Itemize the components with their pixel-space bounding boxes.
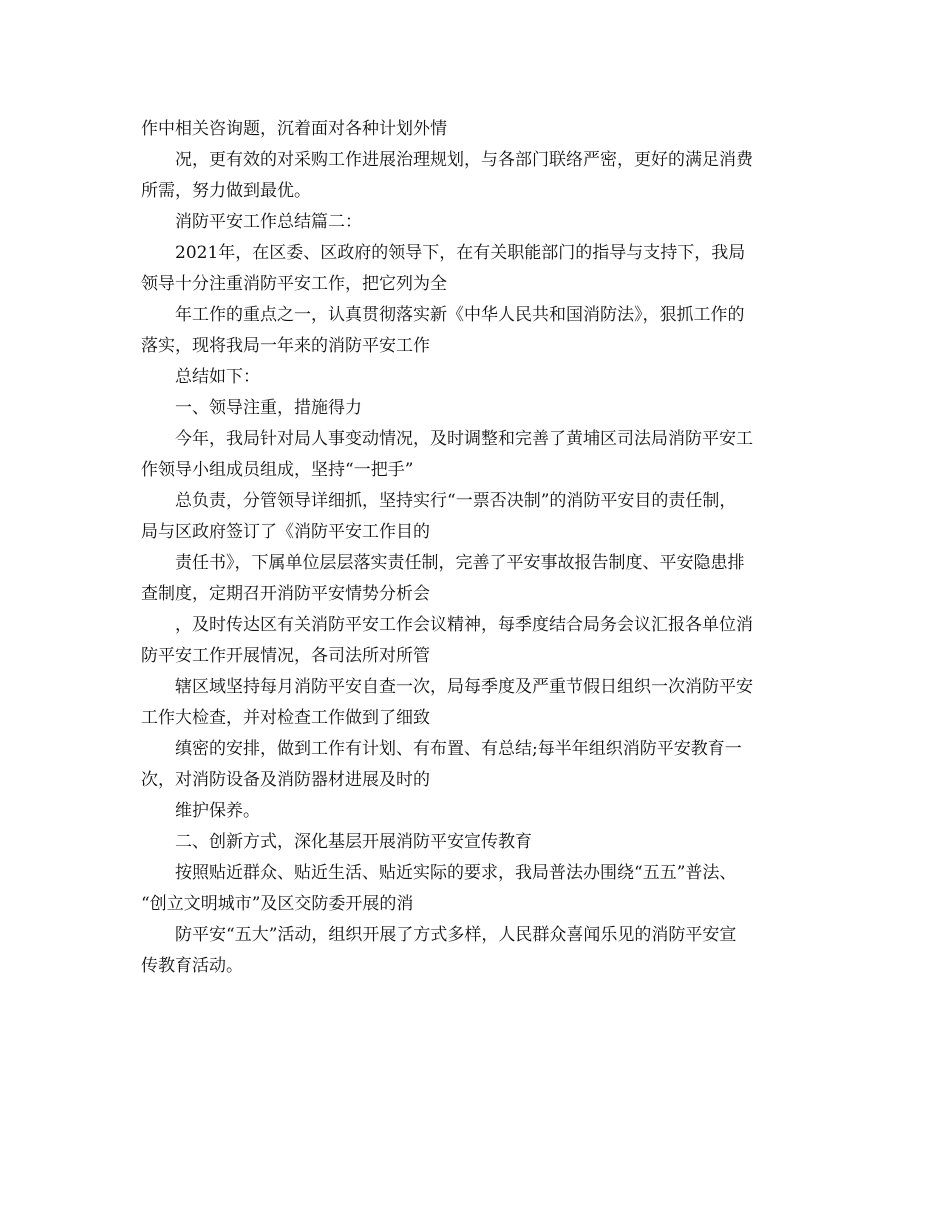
text-line: 作领导小组成员组成，坚持“一把手” xyxy=(141,460,414,480)
text-line: 今年，我局针对局人事变动情况，及时调整和完善了黄埔区司法局消防平安工 xyxy=(175,429,753,449)
text-line: 责任书》，下属单位层层落实责任制，完善了平安事故报告制度、平安隐患排 xyxy=(175,553,745,573)
text-line: 传教育活动。 xyxy=(141,956,243,976)
text-line: 防平安工作开展情况，各司法所对所管 xyxy=(141,646,430,666)
text-line: 工作大检查，并对检查工作做到了细致 xyxy=(141,708,430,728)
text-line: “创立文明城市”及区交防委开展的消 xyxy=(141,894,414,914)
text-line: 二、创新方式，深化基层开展消防平安宣传教育 xyxy=(175,832,532,852)
text-line: 年工作的重点之一，认真贯彻落实新《中华人民共和国消防法》，狠抓工作的 xyxy=(175,305,745,325)
text-line: 所需，努力做到最优。 xyxy=(141,181,311,201)
text-line: 按照贴近群众、贴近生活、贴近实际的要求，我局普法办围绕“五五”普法、 xyxy=(175,863,737,883)
document-body xyxy=(141,114,813,982)
text-line: 领导十分注重消防平安工作，把它列为全 xyxy=(141,274,447,294)
text-line: 一、领导注重，措施得力 xyxy=(175,398,362,418)
text-line: 况，更有效的对采购工作进展治理规划，与各部门联络严密，更好的满足消费 xyxy=(175,150,753,170)
text-line: 作中相关咨询题，沉着面对各种计划外情 xyxy=(141,119,447,139)
text-line: 查制度，定期召开消防平安情势分析会 xyxy=(141,584,430,604)
text-line: 防平安“五大”活动，组织开展了方式多样，人民群众喜闻乐见的消防平安宣 xyxy=(175,925,737,945)
text-line: ，及时传达区有关消防平安工作会议精神，每季度结合局务会议汇报各单位消 xyxy=(175,615,753,635)
text-line: 辖区域坚持每月消防平安自查一次，局每季度及严重节假日组织一次消防平安 xyxy=(175,677,753,697)
text-line: 总负责，分管领导详细抓，坚持实行“一票否决制”的消防平安目的责任制， xyxy=(175,491,737,511)
text-line: 局与区政府签订了《消防平安工作目的 xyxy=(141,522,430,542)
text-line: 2021年，在区委、区政府的领导下，在有关职能部门的指导与支持下，我局 xyxy=(175,243,746,263)
text-line: 维护保养。 xyxy=(175,801,260,821)
text-line: 次，对消防设备及消防器材进展及时的 xyxy=(141,770,430,790)
text-line: 总结如下： xyxy=(175,367,260,387)
text-line: 落实，现将我局一年来的消防平安工作 xyxy=(141,336,430,356)
text-line: 缜密的安排，做到工作有计划、有布置、有总结;每半年组织消防平安教育一 xyxy=(175,739,742,759)
text-line: 消防平安工作总结篇二： xyxy=(175,212,362,232)
